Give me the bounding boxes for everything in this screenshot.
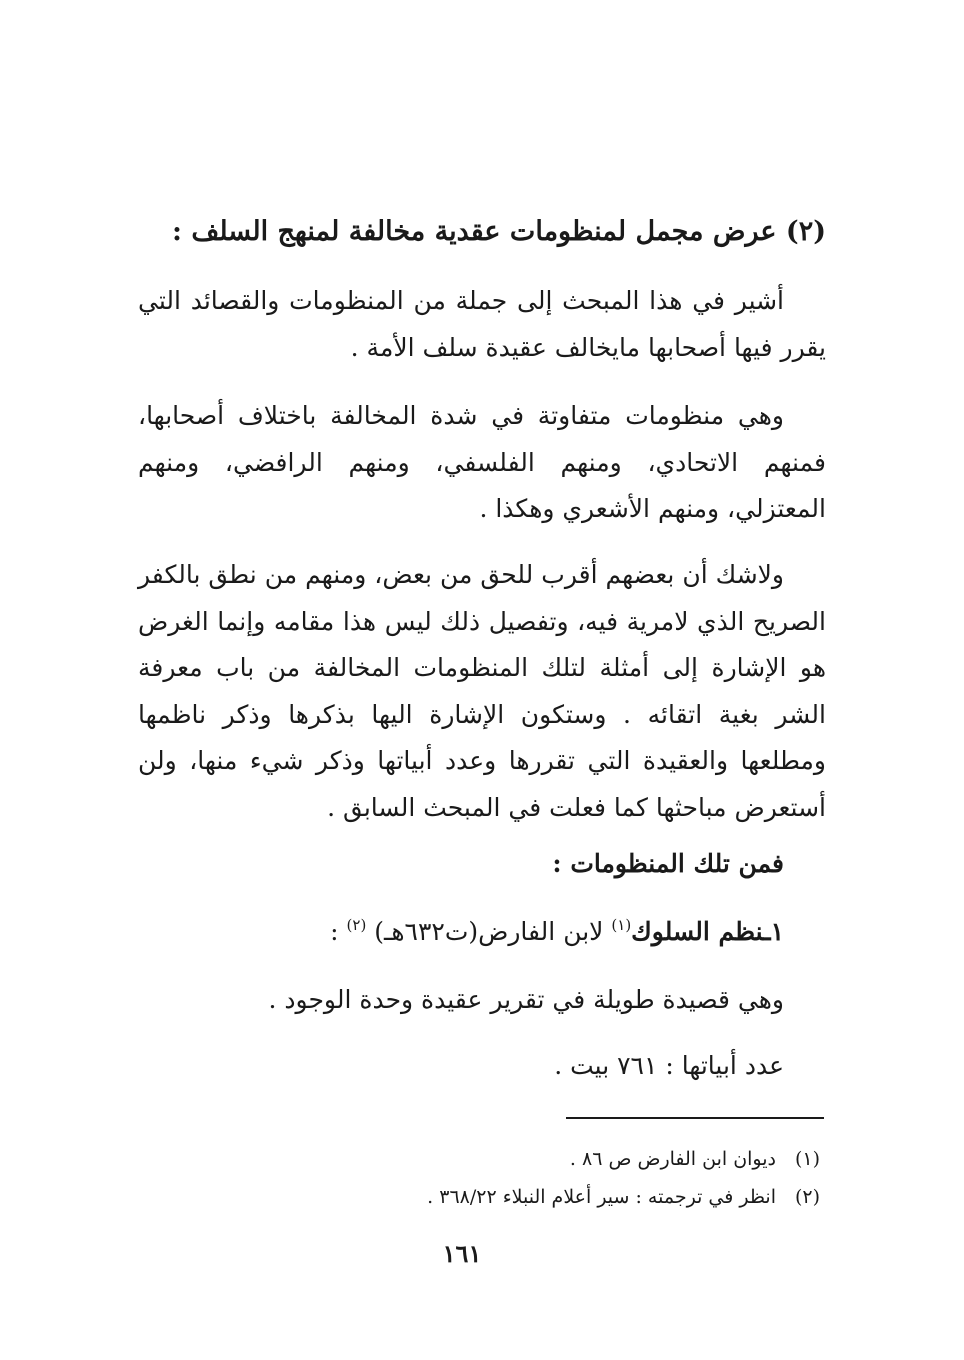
footnote-ref-1[interactable]: (١)	[611, 916, 632, 934]
item-number: ١ـ	[763, 917, 784, 946]
item-1-description: وهي قصيدة طويلة في تقرير عقيدة وحدة الوجود .	[268, 985, 784, 1014]
paragraph-purpose: ولاشك أن بعضهم أقرب للحق من بعض، ومنهم من نطق بالكفر الصريح الذي لامرية فيه، وتفصيل ذلك ليس هذا مقامه وإنما الغرض هو الإشارة إلى أمثلة لتلك المنظومات المخالفة من باب معرفة الشر بغية اتقائه . وستكون الإشارة اليها بذكرها وذكر ناظمها ومطلعها والعقيدة التي تقررها وعدد أبياتها وذكر شيء منها، ولن أستعرض مباحثها كما فعلت في المبحث السابق .	[138, 560, 826, 822]
paragraph-types: وهي منظومات متفاوتة في شدة المخالفة باختلاف أصحابها، فمنهم الاتحادي، ومنهم الفلسفي، ومنهم الرافضي، ومنهم المعتزلي، ومنهم الأشعري وهكذا .	[138, 401, 826, 523]
footnote-1-number: (١)	[794, 1148, 820, 1170]
footnote-2	[427, 1182, 820, 1212]
footnote-2-number: (٢)	[794, 1186, 820, 1208]
document-page	[138, 0, 826, 1360]
subheading: فمن تلك المنظومات :	[552, 849, 784, 878]
paragraph-intro: أشير في هذا المبحث إلى جملة من المنظومات والقصائد التي يقرر فيها أصحابها مايخالف عقيدة سلف الأمة .	[138, 286, 826, 362]
footnote-separator	[566, 1117, 824, 1119]
page-number: ١٦١	[442, 1239, 482, 1268]
section-heading: (٢) عرض مجمل لمنظومات عقدية مخالفة لمنهج السلف :	[172, 216, 826, 247]
footnote-1-text: ديوان ابن الفارض ص ٨٦ .	[569, 1148, 776, 1170]
footnote-2-text: انظر في ترجمته : سير أعلام النبلاء ٣٦٨/٢٢ .	[427, 1186, 776, 1208]
item-title-colon: :	[330, 917, 347, 946]
item-title: نظم السلوك	[631, 917, 764, 946]
item-author: لابن الفارض(ت٦٣٢هـ)	[374, 917, 604, 946]
item-1-verse-count: عدد أبياتها : ٧٦١ بيت .	[554, 1051, 784, 1080]
footnote-ref-2[interactable]: (٢)	[346, 916, 367, 934]
footnote-1	[570, 1144, 820, 1174]
item-1-title-line	[330, 912, 784, 952]
